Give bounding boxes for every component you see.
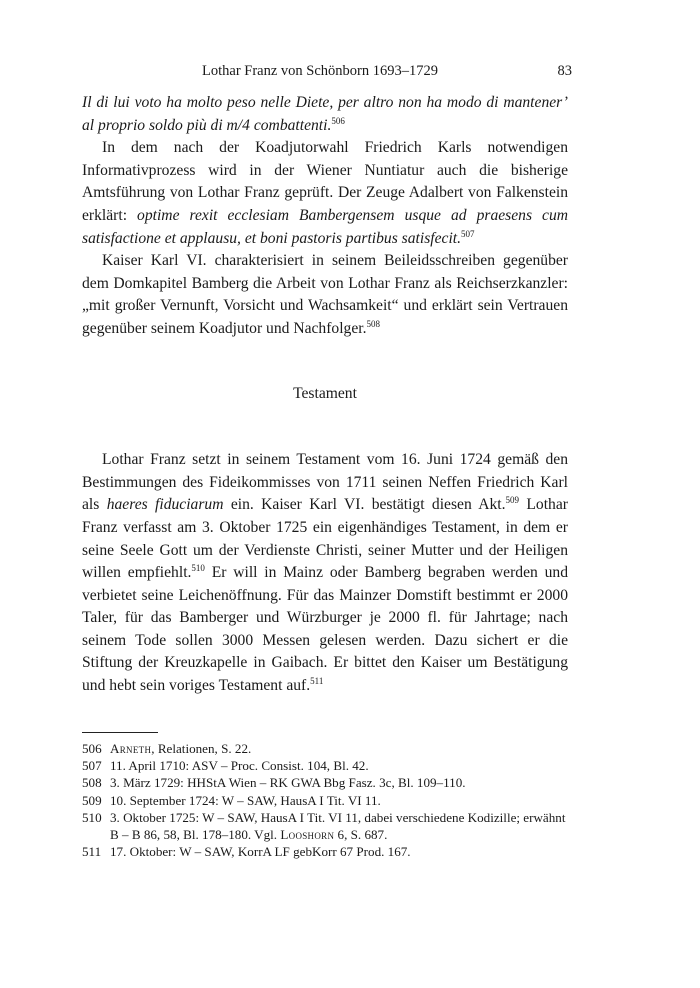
paragraph-text: Lothar Franz setzt in seinem Testament vom 16. Juni 1724 gemäß den Bestimmungen des Fideikommisses von 1711 seinen Neffen Friedrich Karl als: [82, 451, 568, 514]
paragraph: [82, 250, 568, 340]
footnote-citation: 3. Oktober 1725: W – SAW, HausA I Tit. VI 11, dabei verschiedene Kodizille; erwähnt B – B 86, 58, Bl. 178–180. Vgl.: [110, 809, 566, 843]
footnote-text: 17. Oktober: W – SAW, KorrA LF gebKorr 67 Prod. 167.: [110, 844, 411, 860]
paragraph-text: Er will in Mainz oder Bamberg begraben werden und verbietet seine Leichenöffnung. Für das Mainzer Domstift bestimmt er 2000 Taler, für das Bamberger und Würzburger je 2000 fl. für Jahrtage; nach seinem Tode sollen 3000 Messen gelesen werden. Dazu sichert er die Stiftung der Kreuzkapelle in Gaibach. Er bittet den Kaiser um Bestätigung und hebt sein voriges Testament auf.: [82, 564, 568, 695]
footnote-ref[interactable]: 511: [310, 676, 324, 687]
footnote-number: 507: [82, 758, 102, 774]
footnote-number: 510: [82, 809, 102, 825]
footnote-text: [110, 809, 568, 843]
paragraph: [82, 92, 568, 137]
paragraph-text: Kaiser Karl VI. charakterisiert in seinem Beileidsschreiben gegenüber dem Domkapitel Bamberg die Arbeit von Lothar Franz als Reichserzkanzler: „mit großer Vernunft, Vorsicht und Wachsamkeit“ und erklärt sein Vertrauen gegenüber seinem Koadjutor und Nachfolger.: [82, 252, 568, 337]
footnote-text: 3. März 1729: HHStA Wien – RK GWA Bbg Fasz. 3c, Bl. 109–110.: [110, 775, 466, 791]
paragraph-text: Lothar Franz verfasst am 3. Oktober 1725 ein eigenhändiges Testament, in dem er seine Seele Gott um der Verdienste Christi, seiner Mutter und der Heiligen willen empfiehlt.: [82, 496, 568, 582]
footnote-ref[interactable]: 507: [461, 228, 475, 239]
author-name: Arneth: [110, 741, 152, 756]
paragraph: [82, 449, 568, 698]
footnote-text: 10. September 1724: W – SAW, HausA I Tit. VI 11.: [110, 792, 381, 808]
body-text: [82, 92, 568, 698]
footnote-number: 509: [82, 792, 102, 808]
paragraph: [82, 137, 568, 250]
footnote: [82, 809, 568, 843]
paragraph-text: In dem nach der Koadjutorwahl Friedrich Karls notwendigen Informativprozess wird in der Wiener Nuntiatur auch die bisherige Amtsführung von Lothar Franz geprüft. Der Zeuge Adalbert von Falkenstein erklärt:: [82, 139, 568, 224]
footnote-ref[interactable]: 509: [505, 495, 520, 506]
footnote-ref[interactable]: 510: [191, 563, 205, 574]
author-name: Looshorn: [280, 827, 335, 843]
footnotes: [82, 740, 568, 860]
section-title: Testament: [293, 384, 357, 402]
footnote: [82, 792, 568, 809]
running-head: Lothar Franz von Schönborn 1693–1729: [202, 63, 438, 79]
latin-term: haeres fiduciarum: [106, 496, 224, 514]
footnote-number: 511: [82, 844, 102, 860]
footnote-number: 506: [82, 741, 102, 756]
footnote-citation: 6, S. 687.: [334, 827, 388, 843]
footnote-text: [110, 740, 568, 757]
italian-quote: Il di lui voto ha molto peso nelle Diete, per altro non ha modo di mantener’ al proprio soldo più di m/4 combattenti.: [82, 94, 568, 134]
paragraph-text: ein. Kaiser Karl VI. bestätigt diesen Akt.: [223, 496, 506, 514]
footnote: [82, 740, 568, 757]
latin-quote: optime rexit ecclesiam Bambergensem usque ad praesens cum satisfactione et applausu, et boni pastoris partibus satisfecit.: [82, 206, 569, 247]
footnote-ref[interactable]: 508: [366, 318, 380, 329]
footnote-text: 11. April 1710: ASV – Proc. Consist. 104, Bl. 42.: [110, 758, 369, 774]
footnote-citation: , Relationen, S. 22.: [151, 741, 252, 756]
footnote: [82, 774, 568, 791]
footnote: [82, 843, 568, 860]
footnote-ref[interactable]: 506: [331, 115, 345, 126]
footnote: [82, 757, 568, 774]
page-number: 83: [557, 63, 572, 79]
footnote-divider: [82, 732, 158, 733]
footnote-number: 508: [82, 775, 102, 791]
